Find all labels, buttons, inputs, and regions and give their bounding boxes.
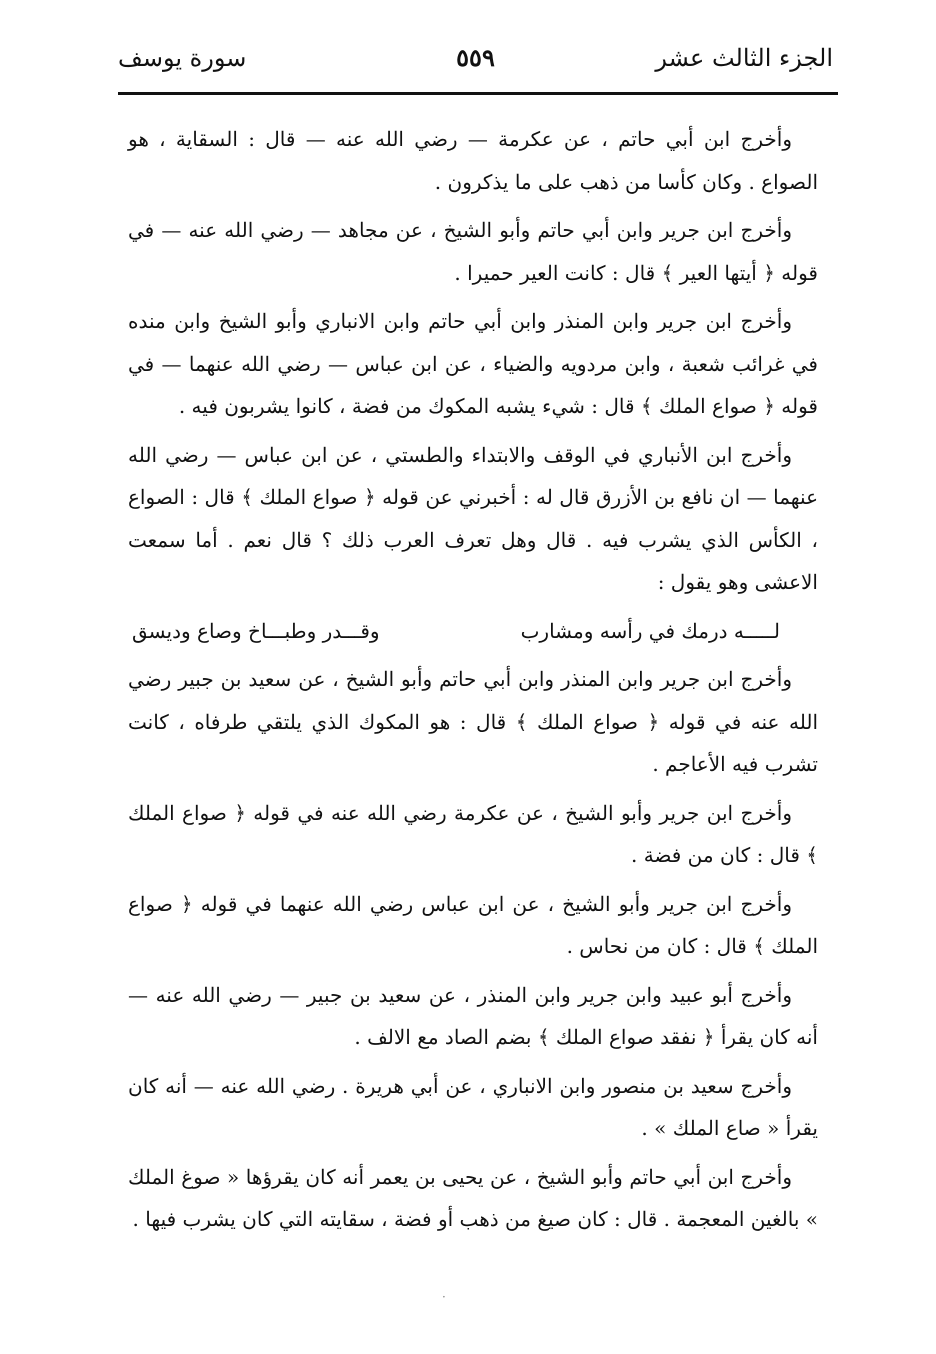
surah-title: سورة يوسف [118, 44, 247, 72]
paragraph: وأخرج ابن جرير وابن أبي حاتم وأبو الشيخ ، عن مجاهد — رضي الله عنه — في قوله ﴿ أيتها العير ﴾ قال : كانت العير حميرا . [128, 218, 818, 285]
paragraph: وأخرج أبو عبيد وابن جرير وابن المنذر ، عن سعيد بن جبير — رضي الله عنه — أنه كان يقرأ ﴿ نفقد صواع الملك ﴾ بضم الصاد مع الالف . [128, 982, 818, 1049]
paragraph: وأخرج ابن أبي حاتم وأبو الشيخ ، عن يحيى بن يعمر أنه كان يقرؤها « صوغ الملك » بالغين المعجمة . قال : كان صيغ من ذهب أو فضة ، سقايته التي كان يشرب فيها . [128, 1164, 818, 1231]
paragraph: وأخرج ابن جرير وابن المنذر وابن أبي حاتم وأبو الشيخ ، عن سعيد بن جبير رضي الله عنه في قوله ﴿ صواع الملك ﴾ قال : هو المكوك الذي يلتقي طرفاه ، كانت تشرب فيه الأعاجم . [128, 667, 818, 776]
paragraph: وأخرج ابن جرير وأبو الشيخ ، عن عكرمة رضي الله عنه في قوله ﴿ صواع الملك ﴾ قال : كان من فضة . [128, 800, 818, 867]
paragraph: وأخرج ابن الأنباري في الوقف والابتداء والطستي ، عن ابن عباس — رضي الله عنهما — ان نافع بن الأزرق قال له : أخبرني عن قوله ﴿ صواع الملك ﴾ قال : الصواع ، الكأس الذي يشرب فيه . قال وهل تعرف العرب ذلك ؟ قال نعم . أما سمعت الاعشى وهو يقول : [128, 442, 818, 594]
header-rule [118, 92, 838, 95]
page-body [128, 118, 818, 1247]
page-number: ٥٥٩ [456, 43, 495, 72]
paragraph: وأخرج ابن جرير وأبو الشيخ ، عن ابن عباس رضي الله عنهما في قوله ﴿ صواع الملك ﴾ قال : كان من نحاس . [128, 891, 818, 958]
verse-first-hemistich: لـــــه درمك في رأسه ومشارب [520, 618, 780, 643]
paragraph: وأخرج ابن جرير وابن المنذر وابن أبي حاتم وابن الانباري وأبو الشيخ وابن منده في غرائب شعبة ، وابن مردويه والضياء ، عن ابن عباس — رضي الله عنهما — في قوله ﴿ صواع الملك ﴾ قال : شيء يشبه المكوك من فضة ، كانوا يشربون فيه . [128, 309, 818, 418]
poetry-verse [128, 610, 818, 653]
paragraph: وأخرج سعيد بن منصور وابن الانباري ، عن أبي هريرة . رضي الله عنه — أنه كان يقرأ « صاع الملك » . [128, 1073, 818, 1140]
scan-speck: · [442, 1290, 446, 1304]
page-header [118, 38, 833, 86]
verse-second-hemistich: وقـــدر وطبـــاخ وصاع وديسق [132, 618, 380, 643]
part-title: الجزء الثالث عشر [655, 44, 833, 72]
paragraph: وأخرج ابن أبي حاتم ، عن عكرمة — رضي الله عنه — قال : السقاية ، هو الصواع . وكان كأسا من ذهب على ما يذكرون . [128, 127, 818, 194]
